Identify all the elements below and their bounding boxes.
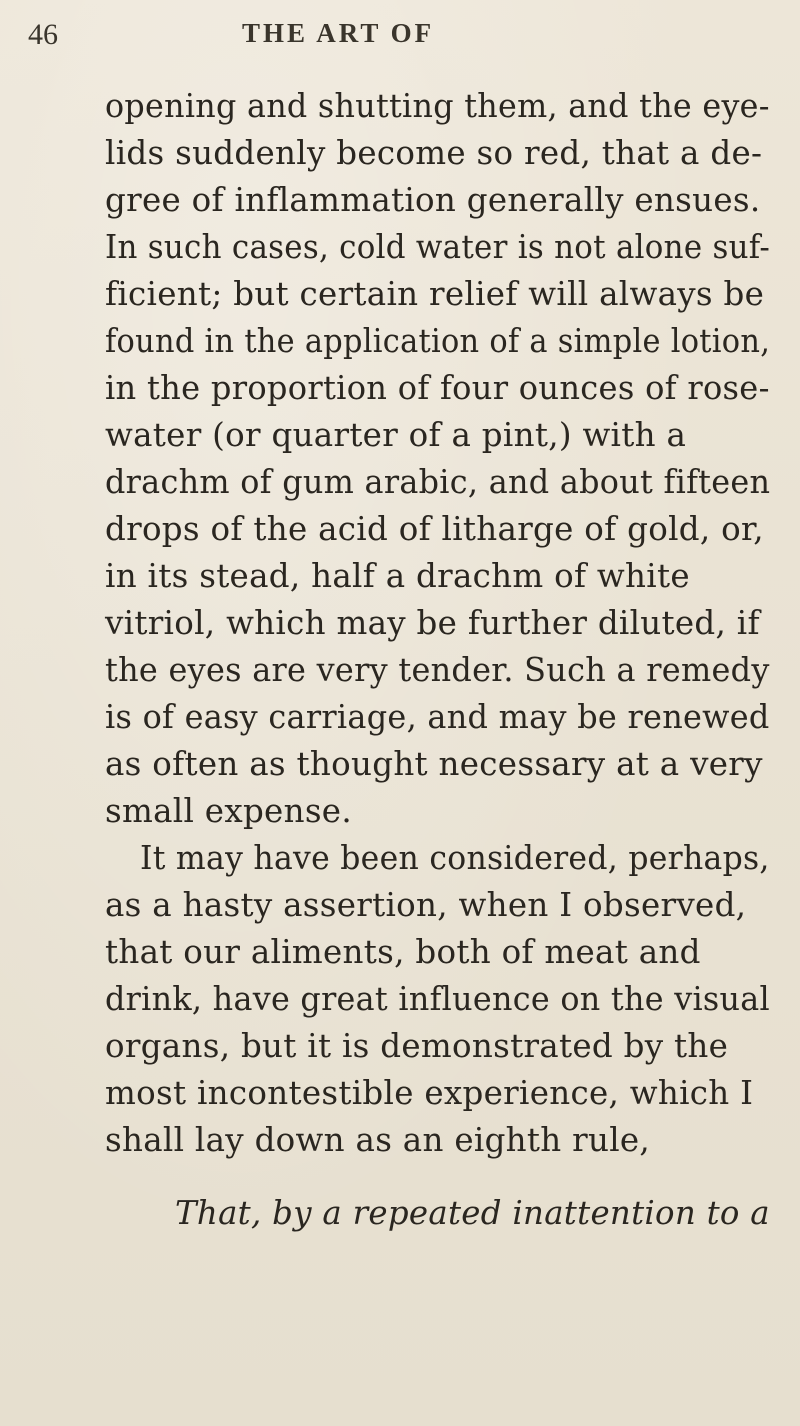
- page-number: 46: [28, 18, 58, 51]
- text-line: as a hasty assertion, when I observed,: [105, 886, 747, 924]
- text-line: organs, but it is demonstrated by the: [105, 1027, 729, 1065]
- text-line: vitriol, which may be further diluted, if: [105, 604, 760, 642]
- text-line-italic: That, by a repeated inattention to a: [175, 1193, 770, 1232]
- text-line: ficient; but certain relief will always be: [105, 275, 765, 313]
- text-line: most incontestible experience, which I: [105, 1074, 754, 1112]
- text-line: lids suddenly become so red, that a de-: [105, 134, 763, 172]
- text-line: water (or quarter of a pint,) with a: [105, 416, 687, 454]
- text-line: that our aliments, both of meat and: [105, 933, 701, 971]
- text-line: small expense.: [105, 792, 352, 830]
- text-line: as often as thought necessary at a very: [105, 745, 763, 783]
- page-header: [28, 18, 435, 58]
- text-line: opening and shutting them, and the eye-: [105, 87, 770, 125]
- text-line: found in the application of a simple lotion,: [105, 322, 771, 360]
- text-line: drink, have great influence on the visual: [105, 980, 771, 1018]
- text-line: In such cases, cold water is not alone suf-: [105, 228, 771, 266]
- text-line: drops of the acid of litharge of gold, or,: [105, 510, 764, 548]
- text-line: It may have been considered, perhaps,: [140, 839, 770, 877]
- text-line: gree of inflammation generally ensues.: [105, 181, 761, 219]
- text-line: shall lay down as an eighth rule,: [105, 1121, 651, 1159]
- text-line: drachm of gum arabic, and about fifteen: [105, 463, 771, 501]
- text-line: is of easy carriage, and may be renewed: [105, 698, 770, 736]
- text-line: in the proportion of four ounces of rose-: [105, 369, 770, 407]
- text-line: in its stead, half a drachm of white: [105, 557, 690, 595]
- running-head: THE ART OF: [242, 18, 435, 48]
- text-line: the eyes are very tender. Such a remedy: [105, 651, 770, 689]
